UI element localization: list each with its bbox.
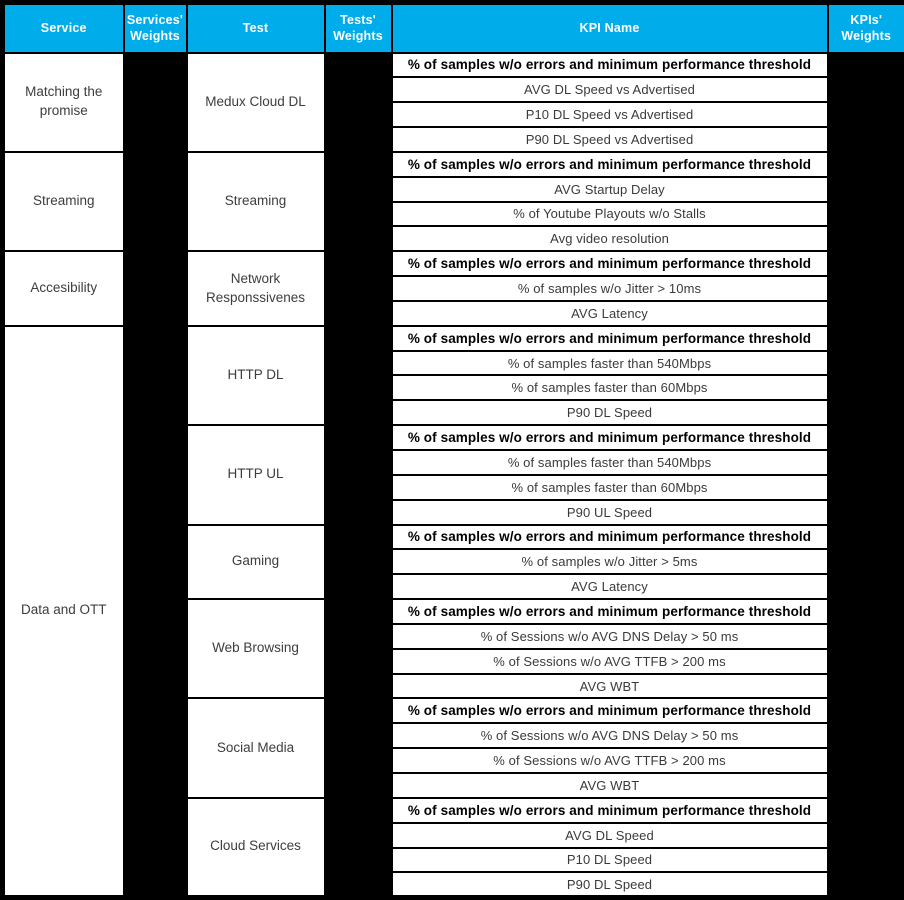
kpi-cell: % of samples w/o errors and minimum performance threshold (392, 698, 828, 723)
test-cell-social-media: Social Media (187, 698, 325, 797)
test-cell-http-ul: HTTP UL (187, 425, 325, 524)
services-weights-redacted-cell (124, 53, 187, 898)
kpi-cell: AVG WBT (392, 773, 828, 798)
column-header-test: Test (187, 3, 325, 53)
kpi-cell: P90 UL Speed (392, 500, 828, 525)
kpi-cell: AVG WBT (392, 674, 828, 699)
kpi-cell: % of Sessions w/o AVG TTFB > 200 ms (392, 748, 828, 773)
kpi-cell: AVG DL Speed vs Advertised (392, 77, 828, 102)
kpi-cell: % of Youtube Playouts w/o Stalls (392, 202, 828, 227)
service-cell-matching-the-promise: Matching the promise (3, 53, 124, 152)
test-cell-medux-cloud-dl: Medux Cloud DL (187, 53, 325, 152)
column-header-kpis-weights: KPIs' Weights (828, 3, 904, 53)
kpi-cell: AVG Startup Delay (392, 177, 828, 202)
kpi-cell: % of samples faster than 540Mbps (392, 351, 828, 376)
kpi-cell: P90 DL Speed (392, 400, 828, 425)
kpi-cell: % of samples w/o errors and minimum performance threshold (392, 599, 828, 624)
test-cell-web-browsing: Web Browsing (187, 599, 325, 698)
kpi-cell: Avg video resolution (392, 226, 828, 251)
table-row (3, 53, 904, 78)
column-header-service: Service (3, 3, 124, 53)
service-cell-streaming: Streaming (3, 152, 124, 251)
kpi-cell: % of samples w/o Jitter > 10ms (392, 276, 828, 301)
kpi-cell: AVG Latency (392, 574, 828, 599)
kpi-cell: P10 DL Speed (392, 848, 828, 873)
kpi-cell: % of samples w/o errors and minimum performance threshold (392, 326, 828, 351)
tests-weights-redacted-cell (325, 53, 392, 898)
column-header-tests-weights: Tests' Weights (325, 3, 392, 53)
kpi-cell: % of Sessions w/o AVG DNS Delay > 50 ms (392, 723, 828, 748)
test-cell-cloud-services: Cloud Services (187, 798, 325, 898)
kpi-cell: AVG DL Speed (392, 823, 828, 848)
kpis-weights-redacted-cell (828, 53, 904, 898)
kpi-cell: % of Sessions w/o AVG DNS Delay > 50 ms (392, 624, 828, 649)
kpi-cell: % of samples w/o errors and minimum performance threshold (392, 53, 828, 78)
kpi-cell: % of samples faster than 60Mbps (392, 475, 828, 500)
kpi-cell: P10 DL Speed vs Advertised (392, 102, 828, 127)
service-cell-data-and-ott: Data and OTT (3, 326, 124, 898)
test-cell-gaming: Gaming (187, 525, 325, 600)
kpi-cell: % of Sessions w/o AVG TTFB > 200 ms (392, 649, 828, 674)
kpi-cell: AVG Latency (392, 301, 828, 326)
kpi-cell: % of samples w/o Jitter > 5ms (392, 549, 828, 574)
header-row (3, 3, 904, 53)
kpi-cell: % of samples w/o errors and minimum performance threshold (392, 525, 828, 550)
service-cell-accesibility: Accesibility (3, 251, 124, 326)
kpi-cell: % of samples w/o errors and minimum performance threshold (392, 425, 828, 450)
test-cell-streaming: Streaming (187, 152, 325, 251)
test-cell-network-responssivenes: Network Responssivenes (187, 251, 325, 326)
kpi-cell: % of samples faster than 60Mbps (392, 375, 828, 400)
kpi-cell: % of samples w/o errors and minimum performance threshold (392, 251, 828, 276)
kpi-cell: % of samples w/o errors and minimum performance threshold (392, 152, 828, 177)
column-header-services-weights: Services' Weights (124, 3, 187, 53)
column-header-kpi-name: KPI Name (392, 3, 828, 53)
kpi-cell: P90 DL Speed (392, 872, 828, 897)
test-cell-http-dl: HTTP DL (187, 326, 325, 425)
kpi-cell: % of samples w/o errors and minimum performance threshold (392, 798, 828, 823)
kpi-cell: P90 DL Speed vs Advertised (392, 127, 828, 152)
kpi-cell: % of samples faster than 540Mbps (392, 450, 828, 475)
